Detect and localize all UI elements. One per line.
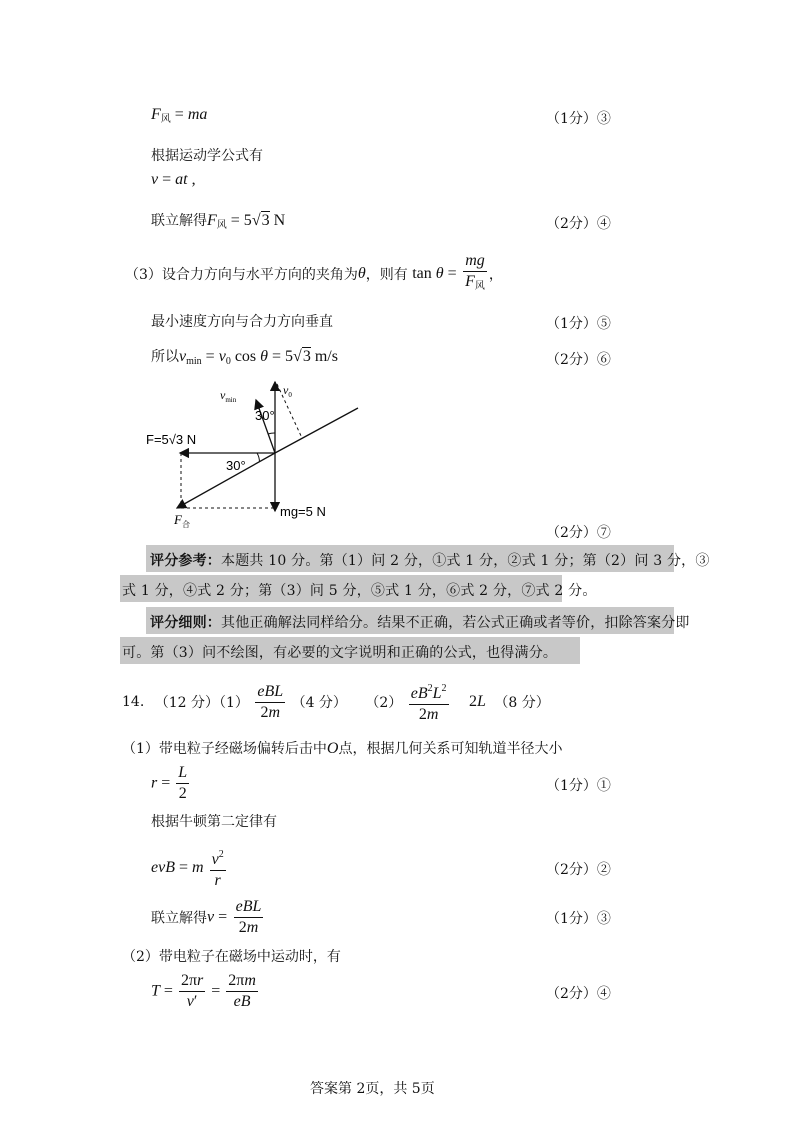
- detail-line-2: 可。第（3）问不绘图，有必要的文字说明和正确的公式，也得满分。: [122, 645, 558, 661]
- fraction-eBL-2m: $\frac{\text{eBL}}{2m}$: [257, 682, 284, 721]
- fraction-2pim-eB: $\frac{2\pi m}{eB}$: [228, 972, 256, 1010]
- score-4: （2分）⑥: [546, 352, 611, 368]
- equation-lorentz: evB = m $\frac{v^2}{r}$: [151, 846, 228, 890]
- equation-v-at: v = at ,: [151, 171, 196, 188]
- page-footer: 答案第 2页，共 5页: [310, 1081, 435, 1097]
- evaluation-line-1: [150, 550, 710, 570]
- force-diagram: [140, 378, 370, 528]
- score-2: （2分）④: [546, 216, 611, 232]
- evaluation-text-1: 本题共 10 分。第（1）问 2 分，①式 1 分，②式 1 分；第（2）问 3 分，③: [221, 553, 710, 569]
- min-speed-text: 最小速度方向与合力方向垂直: [151, 314, 333, 330]
- vmin-equation: 所以$v_{min} = v_0$ cos θ = 5√3 m/s: [151, 348, 338, 367]
- kinematics-text: 根据运动学公式有: [151, 148, 263, 164]
- q3-label: （3）设合力方向与水平方向的夹角为: [125, 267, 358, 283]
- q3-statement: （3）设合力方向与水平方向的夹角为θ，则有 tan θ = $\frac{mg}{F_风}$ ，: [125, 252, 503, 296]
- vmin-label: $v_{min}$: [220, 388, 237, 404]
- evaluation-title: 评分参考：: [150, 553, 221, 569]
- angle-arc-top: [268, 433, 275, 434]
- angle-label-left: 30°: [226, 458, 246, 473]
- score-5: （2分）⑦: [546, 525, 611, 541]
- wind-force-label: F=5√3 N: [146, 432, 197, 447]
- score-1: （1分）③: [546, 111, 611, 127]
- gravity-label: mg=5 N: [280, 504, 326, 519]
- newton-text: 根据牛顿第二定律有: [151, 814, 277, 830]
- fraction-mg-over-F: $\frac{mg}{F_风}$: [465, 252, 485, 292]
- detail-title: 评分细则：: [150, 615, 221, 631]
- score-7: （2分）②: [546, 862, 611, 878]
- q14-points-2: （8 分）: [494, 695, 550, 711]
- solve-velocity: 联立解得v = $\frac{\text{eBL}}{2m}$: [151, 898, 262, 936]
- inclined-line: [275, 408, 358, 453]
- fraction-eB2L2-2m: $\frac{eB^2L^2}{2m}$: [409, 680, 449, 724]
- equation-radius: r = $\frac{L}{2}$: [151, 764, 188, 802]
- q14-part1-text: （1）带电粒子经磁场偏转后击中O点，根据几何关系可知轨道半径大小: [122, 740, 563, 757]
- fraction-eBL-2m-v: $\frac{\text{eBL}}{2m}$: [235, 898, 262, 936]
- score-6: （1分）①: [546, 778, 611, 794]
- so-label: 所以: [151, 349, 179, 365]
- fraction-L-2: $\frac{L}{2}$: [178, 764, 188, 802]
- fraction-v2-r: $\frac{v^2}{r}$: [210, 846, 226, 890]
- q14-part2-text: （2）带电粒子在磁场中运动时，有: [122, 949, 341, 965]
- q14-part-2: （2）: [365, 695, 403, 711]
- angle-label-top: 30°: [255, 408, 275, 423]
- fraction-2pir-v: $\frac{2\pi r}{v'}$: [180, 972, 204, 1010]
- q14-part1-tail: 点，根据几何关系可知轨道半径大小: [338, 741, 563, 757]
- score-8: （1分）③: [546, 911, 611, 927]
- resultant-force-label: $F_合$: [174, 512, 190, 528]
- score-9: （2分）④: [546, 986, 611, 1002]
- detail-line-1: [150, 612, 690, 632]
- detail-text-1: 其他正确解法同样给分。结果不正确，若公式正确或者等价，扣除答案分即: [221, 615, 690, 631]
- q14-part1-label: （1）带电粒子经磁场偏转后击中: [122, 741, 327, 757]
- equation-newton-wind: $F_风$ = ma: [151, 106, 208, 125]
- q14-points: （12 分）（1）: [154, 695, 249, 711]
- evaluation-line-2: 式 1 分，④式 2 分；第（3）问 5 分，⑤式 1 分，⑥式 2 分，⑦式 2 分。: [122, 583, 597, 599]
- solve-wind-force: 联立解得$F_风 = 5√3$ N: [151, 212, 286, 231]
- v0-label: $v_0$: [283, 383, 292, 399]
- angle-arc-left: [257, 453, 260, 462]
- q14-header: [122, 680, 550, 724]
- q14-number: 14.: [122, 694, 145, 710]
- q14-points-1: （4 分）: [291, 695, 347, 711]
- score-3: （1分）⑤: [546, 316, 611, 332]
- answer-2L: 2L: [469, 693, 486, 710]
- q3-then: ，则有: [365, 267, 408, 283]
- solve-label-2: 联立解得: [151, 910, 207, 927]
- solve-label: 联立解得: [151, 213, 207, 229]
- equation-period: T = $\frac{2\pi r}{v'}$ = $\frac{2\pi m}{eB}$: [151, 972, 256, 1010]
